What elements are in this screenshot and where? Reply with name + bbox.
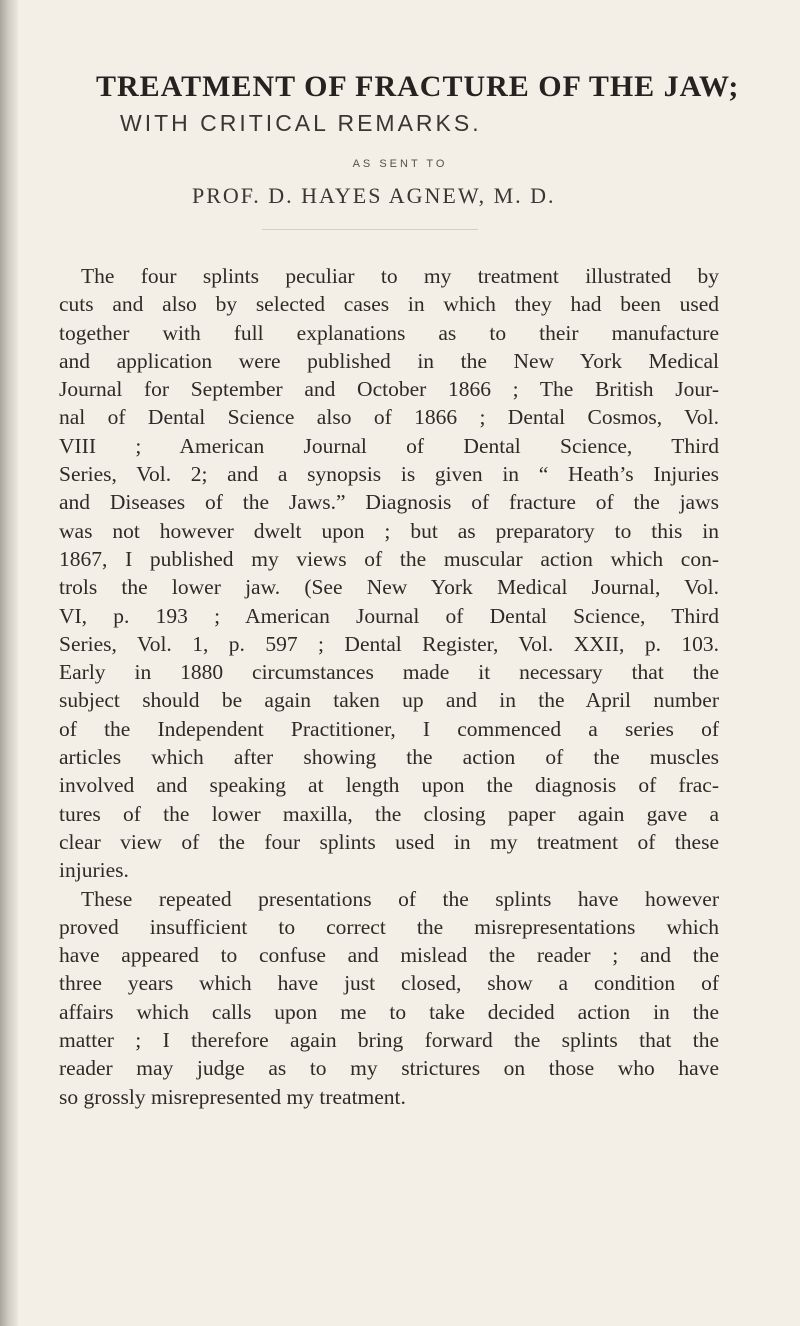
- text-line: The four splints peculiar to my treatment illustrated by: [81, 264, 719, 288]
- text-line: articles which after showing the action of the muscles: [59, 745, 719, 770]
- text-line: of the Independent Practitioner, I commenced a series of: [59, 716, 719, 741]
- text-line: three years which have just closed, show a condition of: [59, 971, 719, 996]
- text-line: and application were published in the New York Medical: [59, 348, 719, 373]
- dedication-line: AS SENT TO: [352, 158, 448, 170]
- binding-edge: [0, 0, 18, 1326]
- text-line: so grossly misrepresented my treatment.: [59, 1084, 406, 1109]
- text-line: affairs which calls upon me to take decided action in the: [59, 999, 719, 1024]
- text-line: Series, Vol. 1, p. 597 ; Dental Register, Vol. XXII, p. 103.: [59, 631, 719, 656]
- divider-rule: [262, 229, 478, 230]
- text-line: Series, Vol. 2; and a synopsis is given in “ Heath’s Injuries: [59, 462, 719, 487]
- text-line: cuts and also by selected cases in which they had been used: [59, 292, 719, 317]
- recipient-name: PROF. D. HAYES AGNEW, M. D.: [192, 183, 556, 208]
- text-line: reader may judge as to my strictures on those who have: [59, 1056, 719, 1081]
- document-title: TREATMENT OF FRACTURE OF THE JAW;: [96, 70, 740, 103]
- text-line: subject should be again taken up and in the April number: [59, 688, 719, 713]
- body-text: [59, 262, 719, 1111]
- text-line: was not however dwelt upon ; but as preparatory to this in: [59, 518, 719, 543]
- text-line: VIII ; American Journal of Dental Science, Third: [59, 433, 719, 458]
- text-line: VI, p. 193 ; American Journal of Dental Science, Third: [59, 603, 719, 628]
- text-line: 1867, I published my views of the muscular action which con-: [59, 546, 719, 571]
- text-line: matter ; I therefore again bring forward the splints that the: [59, 1028, 719, 1053]
- text-line: nal of Dental Science also of 1866 ; Dental Cosmos, Vol.: [59, 405, 719, 430]
- text-line: These repeated presentations of the splints have however: [81, 886, 719, 911]
- text-line: involved and speaking at length upon the diagnosis of frac-: [59, 773, 719, 798]
- text-line: trols the lower jaw. (See New York Medical Journal, Vol.: [59, 575, 719, 600]
- text-line: injuries.: [59, 858, 129, 883]
- text-line: proved insufficient to correct the misrepresentations which: [59, 914, 719, 939]
- text-line: Journal for September and October 1866 ; The British Jour-: [59, 377, 719, 402]
- text-line: Early in 1880 circumstances made it necessary that the: [59, 660, 719, 685]
- text-line: and Diseases of the Jaws.” Diagnosis of fracture of the jaws: [59, 490, 719, 515]
- text-line: have appeared to confuse and mislead the reader ; and the: [59, 943, 719, 968]
- text-line: together with full explanations as to their manufacture: [59, 320, 719, 345]
- text-line: tures of the lower maxilla, the closing paper again gave a: [59, 801, 719, 826]
- text-line: clear view of the four splints used in my treatment of these: [59, 829, 719, 854]
- document-subtitle: WITH CRITICAL REMARKS.: [120, 110, 482, 136]
